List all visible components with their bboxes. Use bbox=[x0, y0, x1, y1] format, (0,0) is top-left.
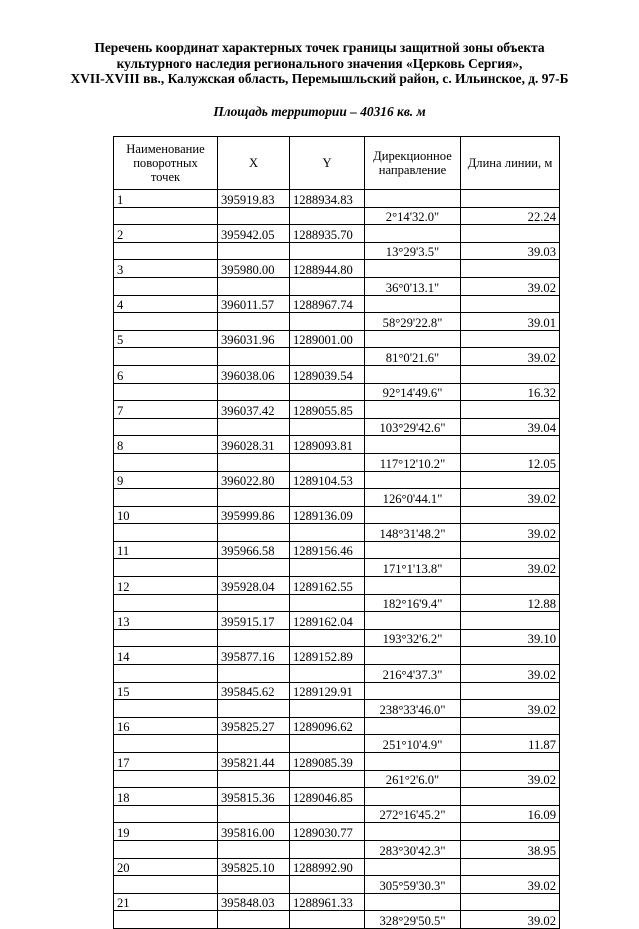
point-name: 20 bbox=[114, 858, 218, 876]
point-x: 395825.10 bbox=[218, 858, 290, 876]
point-length-empty bbox=[461, 295, 560, 313]
point-direction-empty bbox=[365, 330, 461, 348]
segment-row bbox=[114, 594, 560, 612]
point-length-empty bbox=[461, 788, 560, 806]
segment-direction: 305°59'30.3" bbox=[365, 876, 461, 894]
segment-y-empty bbox=[290, 735, 365, 753]
segment-y-empty bbox=[290, 453, 365, 471]
point-direction-empty bbox=[365, 541, 461, 559]
segment-direction: 283°30'42.3" bbox=[365, 840, 461, 858]
segment-y-empty bbox=[290, 277, 365, 295]
segment-length: 39.02 bbox=[461, 524, 560, 542]
point-length-empty bbox=[461, 541, 560, 559]
segment-x-empty bbox=[218, 418, 290, 436]
point-y: 1289096.62 bbox=[290, 717, 365, 735]
segment-name-empty bbox=[114, 840, 218, 858]
segment-length: 12.88 bbox=[461, 594, 560, 612]
segment-x-empty bbox=[218, 242, 290, 260]
segment-y-empty bbox=[290, 207, 365, 225]
segment-y-empty bbox=[290, 242, 365, 260]
point-direction-empty bbox=[365, 788, 461, 806]
point-name: 6 bbox=[114, 365, 218, 383]
point-x: 395877.16 bbox=[218, 647, 290, 665]
point-x: 395999.86 bbox=[218, 506, 290, 524]
point-name: 18 bbox=[114, 788, 218, 806]
segment-length: 16.09 bbox=[461, 805, 560, 823]
title-line-1: Перечень координат характерных точек границы защитной зоны объекта bbox=[94, 40, 545, 55]
point-length-empty bbox=[461, 260, 560, 278]
point-y: 1289162.55 bbox=[290, 577, 365, 595]
segment-y-empty bbox=[290, 313, 365, 331]
point-x: 395942.05 bbox=[218, 225, 290, 243]
segment-row bbox=[114, 313, 560, 331]
segment-direction: 261°2'6.0" bbox=[365, 770, 461, 788]
segment-name-empty bbox=[114, 242, 218, 260]
header-direction: Дирекционное направление bbox=[365, 137, 461, 190]
point-name: 16 bbox=[114, 717, 218, 735]
segment-length: 38.95 bbox=[461, 840, 560, 858]
segment-direction: 92°14'49.6" bbox=[365, 383, 461, 401]
point-y: 1288961.33 bbox=[290, 893, 365, 911]
point-x: 395919.83 bbox=[218, 190, 290, 208]
segment-direction: 193°32'6.2" bbox=[365, 629, 461, 647]
point-row bbox=[114, 506, 560, 524]
point-direction-empty bbox=[365, 471, 461, 489]
segment-length: 39.10 bbox=[461, 629, 560, 647]
point-x: 395980.00 bbox=[218, 260, 290, 278]
segment-x-empty bbox=[218, 453, 290, 471]
segment-y-empty bbox=[290, 418, 365, 436]
segment-length: 39.02 bbox=[461, 700, 560, 718]
segment-name-empty bbox=[114, 876, 218, 894]
segment-x-empty bbox=[218, 313, 290, 331]
segment-row bbox=[114, 489, 560, 507]
point-direction-empty bbox=[365, 401, 461, 419]
point-name: 2 bbox=[114, 225, 218, 243]
segment-name-empty bbox=[114, 277, 218, 295]
point-name: 19 bbox=[114, 823, 218, 841]
segment-length: 39.02 bbox=[461, 348, 560, 366]
point-x: 396028.31 bbox=[218, 436, 290, 454]
segment-row bbox=[114, 629, 560, 647]
segment-name-empty bbox=[114, 629, 218, 647]
segment-y-empty bbox=[290, 348, 365, 366]
point-y: 1289055.85 bbox=[290, 401, 365, 419]
segment-y-empty bbox=[290, 383, 365, 401]
point-name: 14 bbox=[114, 647, 218, 665]
segment-direction: 328°29'50.5" bbox=[365, 911, 461, 929]
segment-length: 39.02 bbox=[461, 559, 560, 577]
point-name: 8 bbox=[114, 436, 218, 454]
segment-row bbox=[114, 524, 560, 542]
point-name: 11 bbox=[114, 541, 218, 559]
point-direction-empty bbox=[365, 295, 461, 313]
segment-direction: 126°0'44.1" bbox=[365, 489, 461, 507]
point-name: 3 bbox=[114, 260, 218, 278]
segment-length: 39.02 bbox=[461, 770, 560, 788]
point-name: 4 bbox=[114, 295, 218, 313]
segment-y-empty bbox=[290, 665, 365, 683]
segment-direction: 238°33'46.0" bbox=[365, 700, 461, 718]
point-direction-empty bbox=[365, 893, 461, 911]
segment-y-empty bbox=[290, 629, 365, 647]
point-row bbox=[114, 647, 560, 665]
point-length-empty bbox=[461, 190, 560, 208]
segment-y-empty bbox=[290, 805, 365, 823]
segment-length: 39.02 bbox=[461, 489, 560, 507]
segment-y-empty bbox=[290, 840, 365, 858]
segment-row bbox=[114, 735, 560, 753]
point-row bbox=[114, 260, 560, 278]
point-name: 13 bbox=[114, 612, 218, 630]
segment-name-empty bbox=[114, 805, 218, 823]
segment-direction: 36°0'13.1" bbox=[365, 277, 461, 295]
point-x: 396037.42 bbox=[218, 401, 290, 419]
point-x: 395816.00 bbox=[218, 823, 290, 841]
point-length-empty bbox=[461, 893, 560, 911]
segment-x-empty bbox=[218, 876, 290, 894]
point-y: 1289093.81 bbox=[290, 436, 365, 454]
segment-row bbox=[114, 383, 560, 401]
segment-length: 39.02 bbox=[461, 911, 560, 929]
point-name: 15 bbox=[114, 682, 218, 700]
point-length-empty bbox=[461, 365, 560, 383]
point-y: 1289030.77 bbox=[290, 823, 365, 841]
point-y: 1289001.00 bbox=[290, 330, 365, 348]
segment-name-empty bbox=[114, 700, 218, 718]
point-length-empty bbox=[461, 753, 560, 771]
point-direction-empty bbox=[365, 260, 461, 278]
segment-direction: 81°0'21.6" bbox=[365, 348, 461, 366]
point-length-empty bbox=[461, 612, 560, 630]
point-y: 1289136.09 bbox=[290, 506, 365, 524]
segment-direction: 182°16'9.4" bbox=[365, 594, 461, 612]
point-y: 1289129.91 bbox=[290, 682, 365, 700]
point-direction-empty bbox=[365, 612, 461, 630]
point-length-empty bbox=[461, 506, 560, 524]
point-y: 1289046.85 bbox=[290, 788, 365, 806]
segment-name-empty bbox=[114, 489, 218, 507]
point-y: 1288934.83 bbox=[290, 190, 365, 208]
point-y: 1288992.90 bbox=[290, 858, 365, 876]
segment-length: 39.03 bbox=[461, 242, 560, 260]
point-row bbox=[114, 330, 560, 348]
point-row bbox=[114, 225, 560, 243]
point-name: 17 bbox=[114, 753, 218, 771]
segment-name-empty bbox=[114, 559, 218, 577]
point-name: 12 bbox=[114, 577, 218, 595]
point-y: 1289152.89 bbox=[290, 647, 365, 665]
segment-length: 12.05 bbox=[461, 453, 560, 471]
point-x: 395966.58 bbox=[218, 541, 290, 559]
point-row bbox=[114, 612, 560, 630]
point-name: 7 bbox=[114, 401, 218, 419]
point-x: 395928.04 bbox=[218, 577, 290, 595]
point-row bbox=[114, 190, 560, 208]
point-length-empty bbox=[461, 330, 560, 348]
segment-name-empty bbox=[114, 665, 218, 683]
segment-direction: 251°10'4.9" bbox=[365, 735, 461, 753]
point-x: 396022.80 bbox=[218, 471, 290, 489]
point-y: 1289104.53 bbox=[290, 471, 365, 489]
point-name: 10 bbox=[114, 506, 218, 524]
point-direction-empty bbox=[365, 647, 461, 665]
point-direction-empty bbox=[365, 682, 461, 700]
header-name: Наименование поворотных точек bbox=[114, 137, 218, 190]
segment-name-empty bbox=[114, 383, 218, 401]
segment-name-empty bbox=[114, 770, 218, 788]
segment-y-empty bbox=[290, 594, 365, 612]
point-row bbox=[114, 717, 560, 735]
point-row bbox=[114, 365, 560, 383]
header-length: Длина линии, м bbox=[461, 137, 560, 190]
segment-x-empty bbox=[218, 629, 290, 647]
point-row bbox=[114, 858, 560, 876]
segment-y-empty bbox=[290, 524, 365, 542]
segment-x-empty bbox=[218, 207, 290, 225]
point-row bbox=[114, 577, 560, 595]
point-x: 396038.06 bbox=[218, 365, 290, 383]
segment-x-empty bbox=[218, 489, 290, 507]
point-direction-empty bbox=[365, 858, 461, 876]
point-x: 395821.44 bbox=[218, 753, 290, 771]
segment-x-empty bbox=[218, 277, 290, 295]
segment-row bbox=[114, 665, 560, 683]
segment-x-empty bbox=[218, 665, 290, 683]
point-direction-empty bbox=[365, 225, 461, 243]
point-length-empty bbox=[461, 858, 560, 876]
segment-y-empty bbox=[290, 559, 365, 577]
segment-x-empty bbox=[218, 840, 290, 858]
table-body bbox=[114, 190, 560, 929]
segment-x-empty bbox=[218, 524, 290, 542]
segment-row bbox=[114, 242, 560, 260]
segment-direction: 148°31'48.2" bbox=[365, 524, 461, 542]
segment-name-empty bbox=[114, 348, 218, 366]
point-row bbox=[114, 893, 560, 911]
segment-row bbox=[114, 700, 560, 718]
segment-row bbox=[114, 911, 560, 929]
coordinates-table bbox=[113, 136, 560, 929]
segment-name-empty bbox=[114, 594, 218, 612]
area-label: Площадь территории – 40316 кв. м bbox=[213, 104, 426, 119]
point-y: 1288944.80 bbox=[290, 260, 365, 278]
segment-row bbox=[114, 348, 560, 366]
segment-length: 39.01 bbox=[461, 313, 560, 331]
point-row bbox=[114, 471, 560, 489]
segment-direction: 58°29'22.8" bbox=[365, 313, 461, 331]
point-row bbox=[114, 401, 560, 419]
segment-row bbox=[114, 840, 560, 858]
point-row bbox=[114, 436, 560, 454]
point-direction-empty bbox=[365, 753, 461, 771]
point-y: 1288967.74 bbox=[290, 295, 365, 313]
point-length-empty bbox=[461, 682, 560, 700]
segment-length: 39.04 bbox=[461, 418, 560, 436]
point-row bbox=[114, 788, 560, 806]
segment-y-empty bbox=[290, 489, 365, 507]
point-length-empty bbox=[461, 225, 560, 243]
segment-row bbox=[114, 207, 560, 225]
segment-row bbox=[114, 805, 560, 823]
segment-y-empty bbox=[290, 770, 365, 788]
point-direction-empty bbox=[365, 577, 461, 595]
point-x: 395825.27 bbox=[218, 717, 290, 735]
segment-direction: 13°29'3.5" bbox=[365, 242, 461, 260]
point-direction-empty bbox=[365, 365, 461, 383]
segment-length: 39.02 bbox=[461, 876, 560, 894]
segment-row bbox=[114, 418, 560, 436]
segment-name-empty bbox=[114, 207, 218, 225]
segment-x-empty bbox=[218, 559, 290, 577]
point-row bbox=[114, 541, 560, 559]
segment-row bbox=[114, 876, 560, 894]
segment-direction: 216°4'37.3" bbox=[365, 665, 461, 683]
point-y: 1289162.04 bbox=[290, 612, 365, 630]
point-x: 395815.36 bbox=[218, 788, 290, 806]
point-name: 5 bbox=[114, 330, 218, 348]
segment-x-empty bbox=[218, 383, 290, 401]
point-x: 395915.17 bbox=[218, 612, 290, 630]
point-y: 1289085.39 bbox=[290, 753, 365, 771]
title-line-2: культурного наследия регионального значения «Церковь Сергия», bbox=[116, 55, 523, 71]
point-row bbox=[114, 823, 560, 841]
point-x: 395848.03 bbox=[218, 893, 290, 911]
segment-row bbox=[114, 559, 560, 577]
point-direction-empty bbox=[365, 717, 461, 735]
point-y: 1288935.70 bbox=[290, 225, 365, 243]
segment-name-empty bbox=[114, 735, 218, 753]
segment-name-empty bbox=[114, 524, 218, 542]
segment-x-empty bbox=[218, 594, 290, 612]
segment-row bbox=[114, 277, 560, 295]
point-length-empty bbox=[461, 717, 560, 735]
point-x: 396031.96 bbox=[218, 330, 290, 348]
segment-name-empty bbox=[114, 453, 218, 471]
point-direction-empty bbox=[365, 823, 461, 841]
segment-x-empty bbox=[218, 735, 290, 753]
point-name: 9 bbox=[114, 471, 218, 489]
segment-direction: 117°12'10.2" bbox=[365, 453, 461, 471]
point-name: 1 bbox=[114, 190, 218, 208]
segment-name-empty bbox=[114, 313, 218, 331]
point-name: 21 bbox=[114, 893, 218, 911]
point-length-empty bbox=[461, 436, 560, 454]
segment-x-empty bbox=[218, 770, 290, 788]
segment-length: 22.24 bbox=[461, 207, 560, 225]
point-length-empty bbox=[461, 823, 560, 841]
point-row bbox=[114, 682, 560, 700]
point-x: 396011.57 bbox=[218, 295, 290, 313]
point-length-empty bbox=[461, 471, 560, 489]
segment-direction: 103°29'42.6" bbox=[365, 418, 461, 436]
point-y: 1289156.46 bbox=[290, 541, 365, 559]
point-x: 395845.62 bbox=[218, 682, 290, 700]
header-y: Y bbox=[290, 137, 365, 190]
segment-y-empty bbox=[290, 911, 365, 929]
point-direction-empty bbox=[365, 190, 461, 208]
segment-length: 16.32 bbox=[461, 383, 560, 401]
segment-length: 39.02 bbox=[461, 277, 560, 295]
segment-x-empty bbox=[218, 911, 290, 929]
point-length-empty bbox=[461, 401, 560, 419]
segment-length: 39.02 bbox=[461, 665, 560, 683]
segment-x-empty bbox=[218, 805, 290, 823]
segment-row bbox=[114, 453, 560, 471]
table-header-row bbox=[114, 137, 560, 190]
header-x: X bbox=[218, 137, 290, 190]
segment-x-empty bbox=[218, 348, 290, 366]
point-row bbox=[114, 753, 560, 771]
segment-name-empty bbox=[114, 911, 218, 929]
point-direction-empty bbox=[365, 436, 461, 454]
segment-row bbox=[114, 770, 560, 788]
document-title bbox=[0, 40, 639, 87]
point-row bbox=[114, 295, 560, 313]
segment-length: 11.87 bbox=[461, 735, 560, 753]
segment-y-empty bbox=[290, 700, 365, 718]
segment-x-empty bbox=[218, 700, 290, 718]
segment-direction: 2°14'32.0" bbox=[365, 207, 461, 225]
segment-direction: 171°1'13.8" bbox=[365, 559, 461, 577]
point-direction-empty bbox=[365, 506, 461, 524]
point-y: 1289039.54 bbox=[290, 365, 365, 383]
point-length-empty bbox=[461, 647, 560, 665]
segment-y-empty bbox=[290, 876, 365, 894]
segment-direction: 272°16'45.2" bbox=[365, 805, 461, 823]
segment-name-empty bbox=[114, 418, 218, 436]
point-length-empty bbox=[461, 577, 560, 595]
title-line-3: XVII-XVIII вв., Калужская область, Перемышльский район, с. Ильинское, д. 97-Б bbox=[70, 71, 569, 86]
